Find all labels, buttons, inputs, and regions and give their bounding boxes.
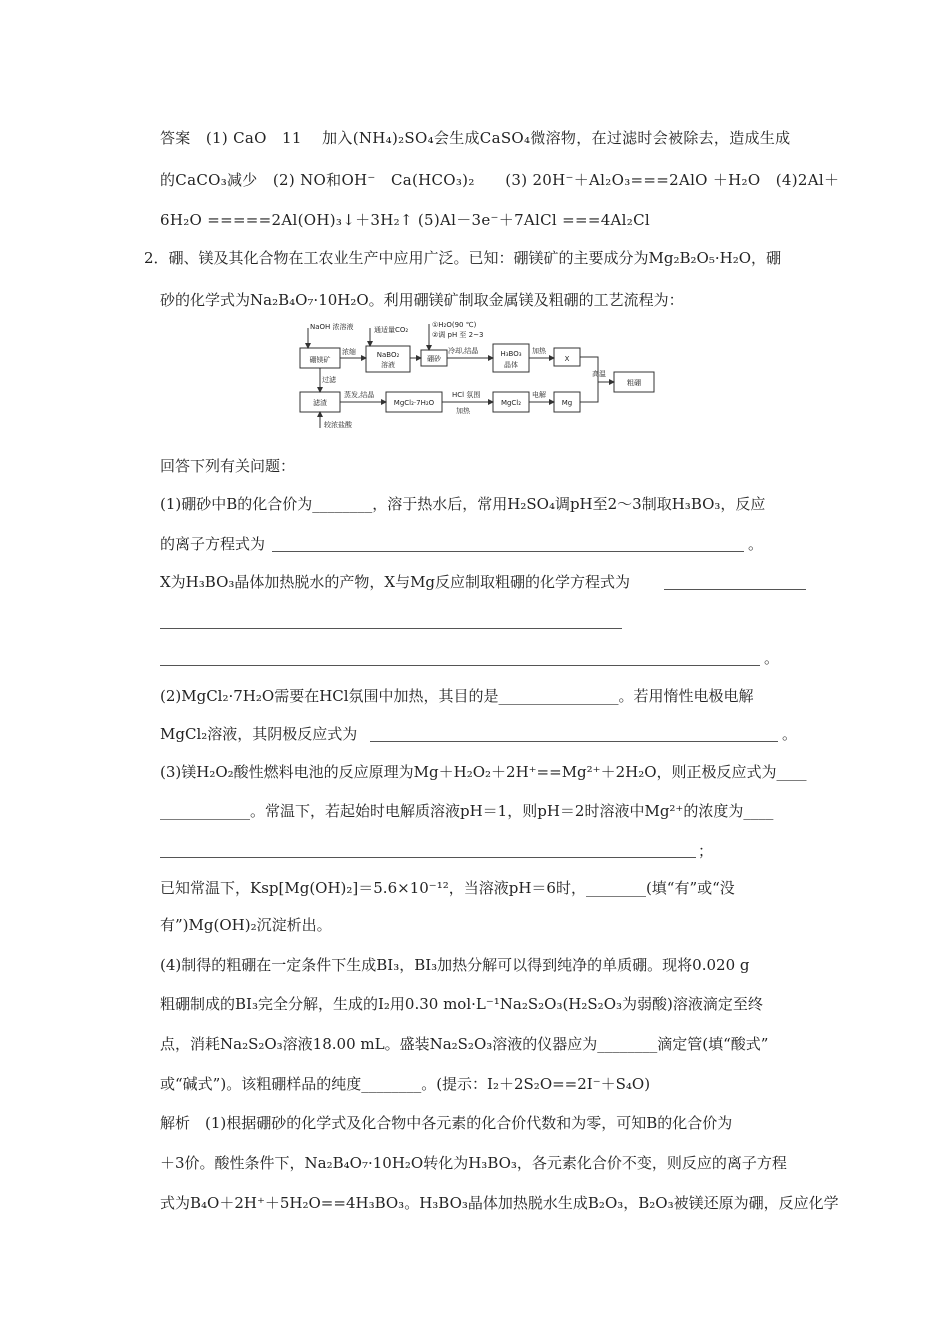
box-x-label: X [564,355,570,363]
answer-blank-1b[interactable] [272,551,744,552]
label-step2: ②调 pH 至 2~3 [432,331,484,339]
analysis-line-2: ＋3价。酸性条件下，Na₂B₄O₇·10H₂O转化为H₃BO₃，各元素化合价不变，则反应的离子方程 [160,1154,787,1172]
box-residue-label: 滤渣 [313,399,327,407]
label-cool: 冷却,结晶 [448,347,479,355]
part-2-line-a: (2)MgCl₂·7H₂O需要在HCl氛围中加热，其目的是________________。若用惰性电极电解 [160,687,754,705]
answer-blank-1c[interactable] [664,589,806,590]
answer-line-3: 6H₂O =====2Al(OH)₃↓＋3H₂↑ (5)Al－3e⁻＋7AlCl ===4Al₂Cl [160,211,650,229]
label-concentrate: 浓缩 [342,348,356,356]
analysis-line-1: 解析 (1)根据硼砂的化学式及化合物中各元素的化合价代数和为零，可知B的化合价为 [160,1114,733,1132]
part-4-line-d: 或“碱式”)。该粗硼样品的纯度________。(提示：I₂＋2S₂O==2I⁻＋S₄O) [160,1075,651,1093]
part-4-line-a: (4)制得的粗硼在一定条件下生成BI₃，BI₃加热分解可以得到纯净的单质硼。现将0.020 g [160,956,750,974]
part-1-line-d-end: 。 [764,649,780,667]
label-evaporate: 蒸发,结晶 [344,391,375,399]
label-filter: 过滤 [322,376,336,384]
answer-line-2: 的CaCO₃减少 (2) NO和OH⁻ Ca(HCO₃)₂ (3) 20H⁻＋Al₂O₃===2AlO ＋H₂O (4)2Al＋ [160,171,840,189]
part-3-line-b: ____________。常温下，若起始时电解质溶液pH＝1，则pH＝2时溶液中Mg²⁺的浓度为____ [160,802,774,820]
part-4-line-c: 点，消耗Na₂S₂O₃溶液18.00 mL。盛装Na₂S₂O₃溶液的仪器应为________滴定管(填“酸式” [160,1035,769,1053]
label-hcl: HCl 氛围 [452,391,481,399]
label-heat-1: 加热 [532,347,546,355]
label-co2: 通适量CO₂ [374,326,409,334]
part-1-line-a: (1)硼砂中B的化合价为________，溶于热水后，常用H₂SO₄调pH至2～3制取H₃BO₃，反应 [160,495,766,513]
label-electrolysis: 电解 [532,391,546,399]
process-flowchart [290,320,680,432]
answer-line-1: 答案 (1) CaO 11 加入(NH₄)₂SO₄会生成CaSO₄微溶物，在过滤时会被除去，造成生成 [160,129,791,147]
part-3-line-c-end: ； [698,842,714,860]
box-nabo2-label-2: 溶液 [381,361,395,369]
part-3-line-d: 已知常温下，Ksp[Mg(OH)₂]＝5.6×10⁻¹²，当溶液pH＝6时，________(填“有”或“没 [160,879,735,897]
box-crude-b-label: 粗硼 [627,379,641,387]
box-mg-label: Mg [561,399,573,407]
part-2-line-b: MgCl₂溶液，其阴极反应式为 [160,725,358,743]
part-1-line-b-end: 。 [748,535,764,553]
analysis-line-3: 式为B₄O＋2H⁺＋5H₂O==4H₃BO₃。H₃BO₃晶体加热脱水生成B₂O₃，B₂O₃被镁还原为硼，反应化学 [160,1194,839,1212]
part-3-line-a: (3)镁H₂O₂酸性燃料电池的反应原理为Mg＋H₂O₂＋2H⁺==Mg²⁺＋2H₂O，则正极反应式为____ [160,763,807,781]
box-h3bo3-label-1: H₃BO₃ [500,350,522,358]
box-h3bo3-label-2: 晶体 [504,361,518,369]
part-1-line-b: 的离子方程式为 [160,535,266,553]
answer-blank-2b[interactable] [370,741,778,742]
answer-blank-3c[interactable] [160,857,696,858]
box-nabo2-label-1: NaBO₂ [376,351,400,359]
part-4-line-b: 粗硼制成的BI₃完全分解，生成的I₂用0.30 mol·L⁻¹Na₂S₂O₃(H₂S₂O₃为弱酸)溶液滴定至终 [160,995,763,1013]
box-borax-label: 硼砂 [427,355,441,363]
label-high-temp: 高温 [592,370,606,378]
box-mgcl2-7h2o-label: MgCl₂·7H₂O [393,399,435,407]
label-heat-2: 加热 [456,407,470,415]
question-2-intro-1: 2．硼、镁及其化合物在工农业生产中应用广泛。已知：硼镁矿的主要成分为Mg₂B₂O₅·H₂O，硼 [144,249,782,267]
label-naoh: NaOH 浓溶液 [310,323,354,331]
question-2-intro-2: 砂的化学式为Na₂B₄O₇·10H₂O。利用硼镁矿制取金属镁及粗硼的工艺流程为： [160,291,684,309]
label-step1: ①H₂O(90 ℃) [432,321,477,329]
part-3-line-e: 有”)Mg(OH)₂沉淀析出。 [160,916,332,934]
part-2-line-b-end: 。 [782,725,798,743]
label-hcl-conc: 较浓盐酸 [324,421,352,429]
box-mgcl2-label: MgCl₂ [500,399,522,407]
part-1-line-c: X为H₃BO₃晶体加热脱水的产物，X与Mg反应制取粗硼的化学方程式为 [160,573,631,591]
prompt-text: 回答下列有关问题： [160,457,296,475]
answer-blank-1c-cont[interactable] [160,628,622,629]
box-ore-label: 硼镁矿 [309,356,331,364]
answer-blank-1d[interactable] [160,665,760,666]
